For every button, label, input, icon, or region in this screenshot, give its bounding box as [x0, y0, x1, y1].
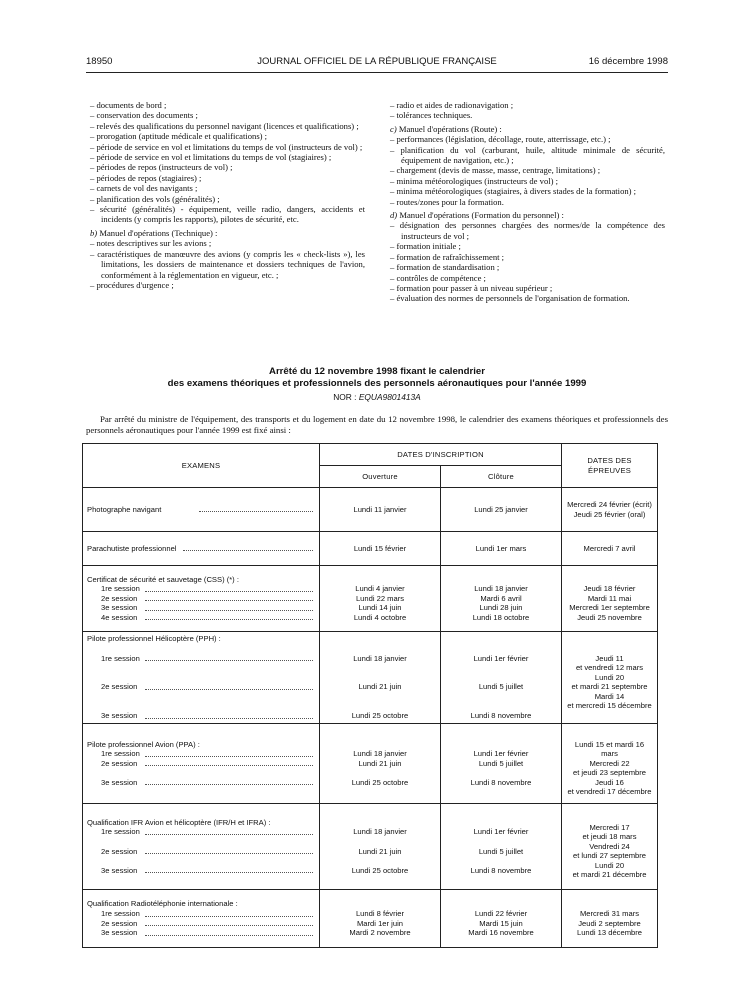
list-item: – période de service en vol et limitations du temps de vol (instructeurs de vol) ;: [90, 142, 365, 152]
list-item: – évaluation des normes de personnels de l'organisation de formation.: [390, 293, 665, 303]
test-date: Lundi 20: [594, 672, 625, 682]
session-label: 3e session: [87, 928, 315, 938]
exam-name: Qualification Radiotéléphonie internationale :: [87, 899, 238, 909]
test-date: Jeudi 25 novembre: [577, 612, 642, 622]
list-item: – notes descriptives sur les avions ;: [90, 238, 365, 248]
list-item: – désignation des personnes chargées des normes/de la compétence des instructeurs de vol ;: [390, 220, 665, 241]
test-date: Mercredi 22: [589, 758, 630, 768]
test-dates: [562, 804, 658, 890]
opening-dates: [320, 566, 441, 632]
closing-date: Lundi 1er février: [473, 827, 529, 837]
table-row: [83, 724, 658, 804]
closing-date: Lundi 25 janvier: [441, 488, 562, 532]
opening-date: Lundi 14 juin: [358, 603, 402, 613]
list-item: – minima météorologiques (instructeurs de vol) ;: [390, 176, 665, 186]
test-date: Mercredi 1er septembre: [569, 603, 650, 613]
opening-dates: [320, 890, 441, 948]
opening-date: Lundi 18 janvier: [353, 749, 407, 759]
list-item: – contrôles de compétence ;: [390, 273, 665, 283]
closing-dates: [441, 804, 562, 890]
list-item: – caractéristiques de manœuvre des avions (y compris les « check-lists »), les limitations, les dossiers de maintenance et dossiers techniques de l'avion, conformément à la réglementation en vigueur, etc. ;: [90, 249, 365, 280]
closing-date: Lundi 5 juillet: [478, 758, 524, 768]
header-exams: EXAMENS: [83, 444, 320, 488]
section-title: Manuel d'opérations (Formation du personnel) :: [399, 210, 564, 221]
test-date: Lundi 20: [594, 860, 625, 870]
test-date: Vendredi 24: [589, 841, 630, 851]
list-b: [90, 238, 365, 290]
test-date: et jeudi 23 septembre: [572, 768, 647, 778]
list-d: [390, 220, 665, 303]
exam-name: Pilote professionnel Hélicoptère (PPH) :: [87, 634, 221, 644]
list-item: – chargement (devis de masse, masse, centrage, limitations) ;: [390, 165, 665, 175]
closing-dates: [441, 632, 562, 724]
right-column: [390, 100, 665, 304]
test-date: Mardi 14: [594, 691, 625, 701]
exam-name: Qualification IFR Avion et hélicoptère (IFR/H et IFRA) :: [87, 817, 271, 827]
list-item: – conservation des documents ;: [90, 110, 365, 120]
opening-dates: [320, 632, 441, 724]
list-item: – formation de rafraîchissement ;: [390, 252, 665, 262]
list-item: – planification des vols (généralités) ;: [90, 194, 365, 204]
test-dates: [562, 890, 658, 948]
list-top: [390, 100, 665, 121]
exam-name: Certificat de sécurité et sauvetage (CSS) (*) :: [87, 574, 239, 584]
list-c: [390, 134, 665, 207]
session-label: 2e session: [87, 594, 315, 604]
closing-date: Lundi 8 novembre: [470, 865, 532, 875]
session-label: 2e session: [87, 919, 315, 929]
session-label: 3e session: [87, 711, 315, 721]
section-letter: b): [90, 227, 98, 238]
closing-date: Lundi 8 novembre: [470, 777, 532, 787]
closing-date: Lundi 5 juillet: [478, 846, 524, 856]
session-label: 2e session: [87, 847, 315, 857]
closing-dates: [441, 566, 562, 632]
list-item: – formation pour passer à un niveau supérieur ;: [390, 283, 665, 293]
list-item: – documents de bord ;: [90, 100, 365, 110]
session-label: 1re session: [87, 749, 315, 759]
list-item: – performances (législation, décollage, route, atterrissage, etc.) ;: [390, 134, 665, 144]
exam-name: Photographe navigant: [87, 505, 315, 515]
closing-dates: [441, 890, 562, 948]
exam-calendar-table: [82, 443, 658, 948]
test-date: Jeudi 18 février: [583, 584, 636, 594]
closing-date: Lundi 8 novembre: [470, 711, 532, 721]
nor-reference: [86, 392, 668, 402]
list-item: – radio et aides de radionavigation ;: [390, 100, 665, 110]
section-title: Manuel d'opérations (Technique) :: [99, 227, 218, 238]
test-date: Mardi 11 mai: [587, 593, 632, 603]
session-label: 3e session: [87, 778, 315, 788]
opening-date: Lundi 21 juin: [358, 758, 402, 768]
list-item: – périodes de repos (stagiaires) ;: [90, 173, 365, 183]
closing-date: Lundi 18 octobre: [472, 612, 530, 622]
session-label: 3e session: [87, 603, 315, 613]
list-item: – routes/zones pour la formation.: [390, 197, 665, 207]
closing-date: Mardi 16 novembre: [468, 928, 534, 938]
test-date: Lundi 13 décembre: [576, 928, 642, 938]
left-column: [90, 100, 365, 290]
issue-date: 16 décembre 1998: [588, 56, 668, 67]
list-item: – relevés des qualifications du personnel navigant (licences et qualifications) ;: [90, 121, 365, 131]
opening-date: Lundi 11 janvier: [320, 488, 441, 532]
opening-date: Lundi 22 mars: [355, 593, 405, 603]
closing-date: Lundi 5 juillet: [478, 682, 524, 692]
session-label: 1re session: [87, 584, 315, 594]
decree-title-line1: Arrêté du 12 novembre 1998 fixant le calendrier: [269, 366, 485, 377]
decree-title: [86, 366, 668, 389]
section-d-heading: [390, 210, 665, 220]
test-date: et vendredi 12 mars: [575, 663, 644, 673]
session-label: 3e session: [87, 866, 315, 876]
closing-date: Lundi 22 février: [474, 908, 528, 918]
test-dates: [562, 566, 658, 632]
opening-date: Lundi 18 janvier: [353, 827, 407, 837]
list-item: – minima météorologiques (stagiaires, à divers stades de la formation) ;: [390, 186, 665, 196]
table-row: [83, 890, 658, 948]
test-date: Jeudi 25 février (oral): [573, 509, 646, 519]
table-row: [83, 488, 658, 532]
opening-date: Lundi 4 janvier: [355, 584, 405, 594]
opening-date: Lundi 8 février: [355, 908, 405, 918]
opening-dates: [320, 724, 441, 804]
test-date: Mercredi 17: [589, 822, 630, 832]
session-label: 1re session: [87, 909, 315, 919]
page-number: 18950: [86, 56, 113, 67]
session-label: 2e session: [87, 759, 315, 769]
opening-date: Mardi 2 novembre: [349, 928, 411, 938]
list-item: – formation initiale ;: [390, 241, 665, 251]
header-opening: Ouverture: [320, 466, 441, 488]
exam-name: Pilote professionnel Avion (PPA) :: [87, 739, 200, 749]
test-date: et lundi 27 septembre: [572, 851, 647, 861]
closing-date: Lundi 1er février: [473, 653, 529, 663]
session-label: 2e session: [87, 682, 315, 692]
test-dates: [562, 632, 658, 724]
opening-date: Lundi 21 juin: [358, 682, 402, 692]
session-label: 4e session: [87, 613, 315, 623]
nor-label: NOR :: [333, 392, 357, 402]
table-row: [83, 632, 658, 724]
journal-title: JOURNAL OFFICIEL DE LA RÉPUBLIQUE FRANÇAISE: [257, 56, 497, 67]
test-date: Jeudi 2 septembre: [578, 918, 641, 928]
closing-dates: [441, 724, 562, 804]
test-date: et jeudi 18 mars: [582, 832, 637, 842]
opening-date: Lundi 25 octobre: [351, 711, 409, 721]
opening-date: Lundi 21 juin: [358, 846, 402, 856]
table-row: [83, 532, 658, 566]
closing-date: Mardi 6 avril: [480, 593, 522, 603]
opening-date: Lundi 25 octobre: [351, 777, 409, 787]
test-date: Mercredi 24 février (écrit): [567, 499, 652, 509]
list-item: – planification du vol (carburant, huile, altitude minimale de sécurité, équipement de navigation, etc.) ;: [390, 145, 665, 166]
list-item: – périodes de repos (instructeurs de vol) ;: [90, 162, 365, 172]
test-date: Lundi 15 et mardi 16 mars: [574, 739, 645, 759]
table-row: [83, 804, 658, 890]
list-item: – prorogation (aptitude médicale et qualifications) ;: [90, 131, 365, 141]
test-date: et vendredi 17 décembre: [567, 787, 652, 797]
closing-date: Mardi 15 juin: [479, 918, 523, 928]
section-b-heading: [90, 228, 365, 238]
test-dates: [562, 488, 658, 532]
exam-name: Parachutiste professionnel: [87, 544, 315, 554]
opening-date: Lundi 15 février: [320, 532, 441, 566]
closing-date: Lundi 1er mars: [441, 532, 562, 566]
list-item: – tolérances techniques.: [390, 110, 665, 120]
table-row: [83, 566, 658, 632]
list-item: – carnets de vol des navigants ;: [90, 183, 365, 193]
decree-intro: Par arrêté du ministre de l'équipement, des transports et du logement en date du 12 novembre 1998, le calendrier des examens théoriques et professionnels des personnels aéronautiques pour l'année 1999 est fixé ainsi :: [86, 414, 668, 435]
list-item: – formation de standardisation ;: [390, 262, 665, 272]
opening-dates: [320, 804, 441, 890]
header-registration: DATES D'INSCRIPTION: [320, 444, 562, 466]
opening-date: Mardi 1er juin: [356, 918, 403, 928]
header-closing: Clôture: [441, 466, 562, 488]
test-dates: [562, 724, 658, 804]
list-a: [90, 100, 365, 225]
closing-date: Lundi 28 juin: [479, 603, 523, 613]
page-header: [86, 56, 668, 70]
opening-date: Lundi 25 octobre: [351, 865, 409, 875]
header-rule: [86, 72, 668, 73]
test-date: Mercredi 31 mars: [579, 908, 640, 918]
session-label: 1re session: [87, 827, 315, 837]
section-c-heading: [390, 124, 665, 134]
test-date: Jeudi 11: [595, 653, 624, 663]
list-item: – période de service en vol et limitations du temps de vol (stagiaires) ;: [90, 152, 365, 162]
test-date: et mercredi 15 décembre: [567, 701, 652, 711]
nor-code: EQUA9801413A: [358, 392, 421, 402]
test-dates: Mercredi 7 avril: [562, 532, 658, 566]
section-title: Manuel d'opérations (Route) :: [398, 123, 502, 134]
list-item: – procédures d'urgence ;: [90, 280, 365, 290]
session-label: 1re session: [87, 654, 315, 664]
opening-date: Lundi 18 janvier: [353, 653, 407, 663]
section-letter: d): [390, 210, 398, 221]
list-item: – sécurité (généralités) - équipement, veille radio, dangers, accidents et incidents (y compris les rapports), pilotes de sécurité, etc.: [90, 204, 365, 225]
closing-date: Lundi 1er février: [473, 749, 529, 759]
test-date: et mardi 21 septembre: [571, 682, 648, 692]
test-date: et mardi 21 décembre: [572, 870, 647, 880]
decree-title-line2: des examens théoriques et professionnels des personnels aéronautiques pour l'année 1999: [167, 377, 587, 389]
closing-date: Lundi 18 janvier: [474, 584, 528, 594]
section-letter: c): [390, 123, 397, 134]
header-tests: DATES DES ÉPREUVES: [562, 444, 658, 488]
test-date: Jeudi 16: [595, 777, 624, 787]
opening-date: Lundi 4 octobre: [353, 612, 407, 622]
